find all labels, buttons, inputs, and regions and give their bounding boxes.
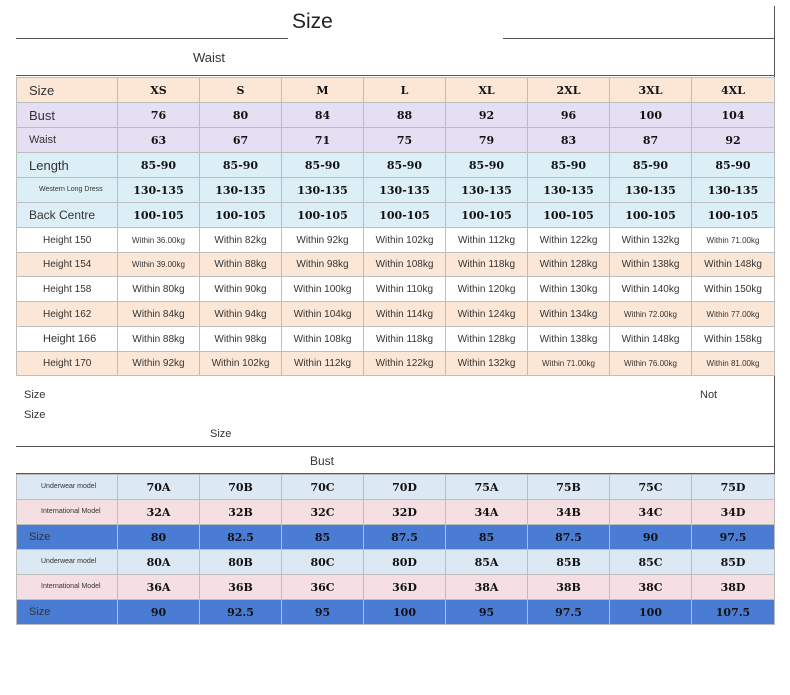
table-cell: 80A (118, 550, 200, 575)
table-cell: Within 120kg (446, 277, 528, 302)
table-cell: 63 (118, 128, 200, 153)
table-cell: Within 94kg (200, 302, 282, 327)
page-title: Size (292, 10, 333, 33)
table-cell: Within 108kg (364, 253, 446, 277)
table-cell: 80B (200, 550, 282, 575)
table-cell: 71 (282, 128, 364, 153)
size-column-header: XL (446, 78, 528, 103)
row-label: Height 158 (17, 277, 118, 302)
table-cell: Within 148kg (692, 253, 775, 277)
note-size-1: Size (24, 389, 46, 401)
table-cell: 87 (610, 128, 692, 153)
row-label: International Model (17, 500, 118, 525)
table-cell: Within 82kg (200, 228, 282, 253)
row-label: Back Centre (17, 203, 118, 228)
table-cell: 97.5 (528, 600, 610, 625)
row-label: Height 150 (17, 228, 118, 253)
table-cell: Within 102kg (364, 228, 446, 253)
table-cell: 38B (528, 575, 610, 600)
table-cell: 75A (446, 475, 528, 500)
table-cell: Within 158kg (692, 327, 775, 352)
table-cell: 97.5 (692, 525, 775, 550)
table-cell: 85 (282, 525, 364, 550)
table-cell: 100-105 (282, 203, 364, 228)
table-cell: 85-90 (692, 153, 775, 178)
table-cell: Within 90kg (200, 277, 282, 302)
table-cell: Within 132kg (446, 352, 528, 376)
table-cell: 100-105 (692, 203, 775, 228)
table-cell: Within 128kg (528, 253, 610, 277)
table-cell: 82.5 (200, 525, 282, 550)
table-cell: 95 (282, 600, 364, 625)
size-column-header: M (282, 78, 364, 103)
table-cell: 84 (282, 103, 364, 128)
note-size-3: Size (210, 428, 232, 440)
table-cell: 34A (446, 500, 528, 525)
table-cell: Within 150kg (692, 277, 775, 302)
table-cell: 85D (692, 550, 775, 575)
table-cell: 38C (610, 575, 692, 600)
table-cell: Within 98kg (200, 327, 282, 352)
table-cell: Within 128kg (446, 327, 528, 352)
table-cell: Within 100kg (282, 277, 364, 302)
table-cell: 100 (364, 600, 446, 625)
table-cell: 34B (528, 500, 610, 525)
table-cell: 95 (446, 600, 528, 625)
size-column-header: S (200, 78, 282, 103)
table-cell: 85C (610, 550, 692, 575)
table-cell: 36C (282, 575, 364, 600)
table-row (17, 500, 775, 525)
table-cell: Within 88kg (200, 253, 282, 277)
table-cell: Within 132kg (610, 228, 692, 253)
row-label: Bust (17, 103, 118, 128)
table-cell: 90 (610, 525, 692, 550)
table-row (17, 178, 775, 203)
table-cell: 130-135 (446, 178, 528, 203)
table-cell: 87.5 (528, 525, 610, 550)
table-row (17, 228, 775, 253)
table-cell: 100-105 (200, 203, 282, 228)
size-header-row (17, 78, 775, 103)
table-cell: Within 81.00kg (692, 352, 775, 376)
table-cell: 85-90 (610, 153, 692, 178)
table-cell: Within 112kg (446, 228, 528, 253)
table-row (17, 352, 775, 376)
table-cell: 34D (692, 500, 775, 525)
table-cell: 92 (446, 103, 528, 128)
table-cell: 92.5 (200, 600, 282, 625)
table-cell: Within 71.00kg (528, 352, 610, 376)
table-cell: Within 84kg (118, 302, 200, 327)
notes-rule (16, 446, 774, 447)
size-column-header: L (364, 78, 446, 103)
table-cell: Within 138kg (610, 253, 692, 277)
table-cell: Within 80kg (118, 277, 200, 302)
table-row (17, 327, 775, 352)
table-cell: 85-90 (200, 153, 282, 178)
table-row (17, 277, 775, 302)
table-cell: 70A (118, 475, 200, 500)
size-column-header: 4XL (692, 78, 775, 103)
table-cell: 38D (692, 575, 775, 600)
table-cell: Within 98kg (282, 253, 364, 277)
table-cell: 96 (528, 103, 610, 128)
table-cell: 34C (610, 500, 692, 525)
table-cell: 32C (282, 500, 364, 525)
table-cell: 85-90 (446, 153, 528, 178)
size-column-header: 3XL (610, 78, 692, 103)
table-cell: 130-135 (364, 178, 446, 203)
table-cell: 36A (118, 575, 200, 600)
table-cell: Within 122kg (364, 352, 446, 376)
row-label: Size (17, 525, 118, 550)
row-label: Height 166 (17, 327, 118, 352)
row-label: Waist (17, 128, 118, 153)
table-cell: 70B (200, 475, 282, 500)
table-cell: Within 122kg (528, 228, 610, 253)
table-cell: 130-135 (282, 178, 364, 203)
table-row (17, 550, 775, 575)
table-cell: 88 (364, 103, 446, 128)
table-cell: 85-90 (118, 153, 200, 178)
table-cell: 75 (364, 128, 446, 153)
table-cell: 130-135 (118, 178, 200, 203)
table-cell: Within 104kg (282, 302, 364, 327)
table-row (17, 575, 775, 600)
table-row (17, 153, 775, 178)
table-cell: 90 (118, 600, 200, 625)
table-cell: 85B (528, 550, 610, 575)
table-cell: Within 110kg (364, 277, 446, 302)
table-cell: Within 114kg (364, 302, 446, 327)
table-cell: Within 39.00kg (118, 253, 200, 277)
table-cell: 38A (446, 575, 528, 600)
table-cell: 75D (692, 475, 775, 500)
table-cell: 85-90 (282, 153, 364, 178)
table-cell: 130-135 (200, 178, 282, 203)
table-cell: 36B (200, 575, 282, 600)
size-column-header: 2XL (528, 78, 610, 103)
title-rule-right (503, 38, 774, 39)
table-cell: 100-105 (118, 203, 200, 228)
size-header-label: Size (17, 78, 118, 103)
header-rule (16, 75, 774, 76)
note-not: Not (700, 389, 718, 401)
row-label: International Model (17, 575, 118, 600)
table-cell: 36D (364, 575, 446, 600)
table-cell: Within 76.00kg (610, 352, 692, 376)
table-row (17, 103, 775, 128)
table-cell: 130-135 (610, 178, 692, 203)
table-cell: 130-135 (528, 178, 610, 203)
table-row (17, 525, 775, 550)
table-cell: Within 148kg (610, 327, 692, 352)
size-table (16, 77, 775, 376)
size-column-header: XS (118, 78, 200, 103)
table-cell: 85 (446, 525, 528, 550)
row-label: Western Long Dress (17, 178, 118, 203)
bust-right-line (774, 446, 775, 474)
table-cell: 79 (446, 128, 528, 153)
table-cell: Within 112kg (282, 352, 364, 376)
table-row (17, 600, 775, 625)
table-cell: 75C (610, 475, 692, 500)
table-cell: 130-135 (692, 178, 775, 203)
table-cell: Within 134kg (528, 302, 610, 327)
table-cell: 100 (610, 600, 692, 625)
row-label: Size (17, 600, 118, 625)
table-cell: Within 36.00kg (118, 228, 200, 253)
table-cell: 32A (118, 500, 200, 525)
table-row (17, 302, 775, 327)
table-cell: 76 (118, 103, 200, 128)
table-cell: 80C (282, 550, 364, 575)
note-size-2: Size (24, 409, 46, 421)
table-cell: 85-90 (364, 153, 446, 178)
table-cell: 32D (364, 500, 446, 525)
table-cell: 100-105 (446, 203, 528, 228)
row-label: Height 170 (17, 352, 118, 376)
table-cell: 80D (364, 550, 446, 575)
table-cell: Within 92kg (118, 352, 200, 376)
table-cell: 32B (200, 500, 282, 525)
table-cell: Within 92kg (282, 228, 364, 253)
table-cell: 92 (692, 128, 775, 153)
title-rule-left (16, 38, 288, 39)
table-cell: Within 88kg (118, 327, 200, 352)
table-cell: Within 138kg (528, 327, 610, 352)
row-label: Height 162 (17, 302, 118, 327)
table-cell: Within 71.00kg (692, 228, 775, 253)
table-cell: 85A (446, 550, 528, 575)
row-label: Underwear model (17, 550, 118, 575)
table-cell: 87.5 (364, 525, 446, 550)
table-cell: Within 124kg (446, 302, 528, 327)
row-label: Underwear model (17, 475, 118, 500)
table-row (17, 203, 775, 228)
table-cell: 70D (364, 475, 446, 500)
table-cell: Within 72.00kg (610, 302, 692, 327)
table-cell: Within 118kg (364, 327, 446, 352)
table-cell: Within 77.00kg (692, 302, 775, 327)
table-row (17, 475, 775, 500)
row-label: Height 154 (17, 253, 118, 277)
table-cell: Within 108kg (282, 327, 364, 352)
table-cell: Within 130kg (528, 277, 610, 302)
table-row (17, 128, 775, 153)
table-cell: Within 118kg (446, 253, 528, 277)
table-cell: 100-105 (610, 203, 692, 228)
table-cell: 80 (200, 103, 282, 128)
table-cell: Within 140kg (610, 277, 692, 302)
table-cell: 75B (528, 475, 610, 500)
table-cell: 100-105 (528, 203, 610, 228)
bust-table (16, 474, 775, 625)
table-cell: 70C (282, 475, 364, 500)
table-cell: 100 (610, 103, 692, 128)
table-cell: Within 102kg (200, 352, 282, 376)
waist-header: Waist (193, 50, 226, 65)
table-cell: 100-105 (364, 203, 446, 228)
table-cell: 85-90 (528, 153, 610, 178)
table-cell: 107.5 (692, 600, 775, 625)
row-label: Length (17, 153, 118, 178)
bust-header: Bust (310, 454, 335, 468)
table-row (17, 253, 775, 277)
table-cell: 80 (118, 525, 200, 550)
table-cell: 67 (200, 128, 282, 153)
table-cell: 104 (692, 103, 775, 128)
table-cell: 83 (528, 128, 610, 153)
